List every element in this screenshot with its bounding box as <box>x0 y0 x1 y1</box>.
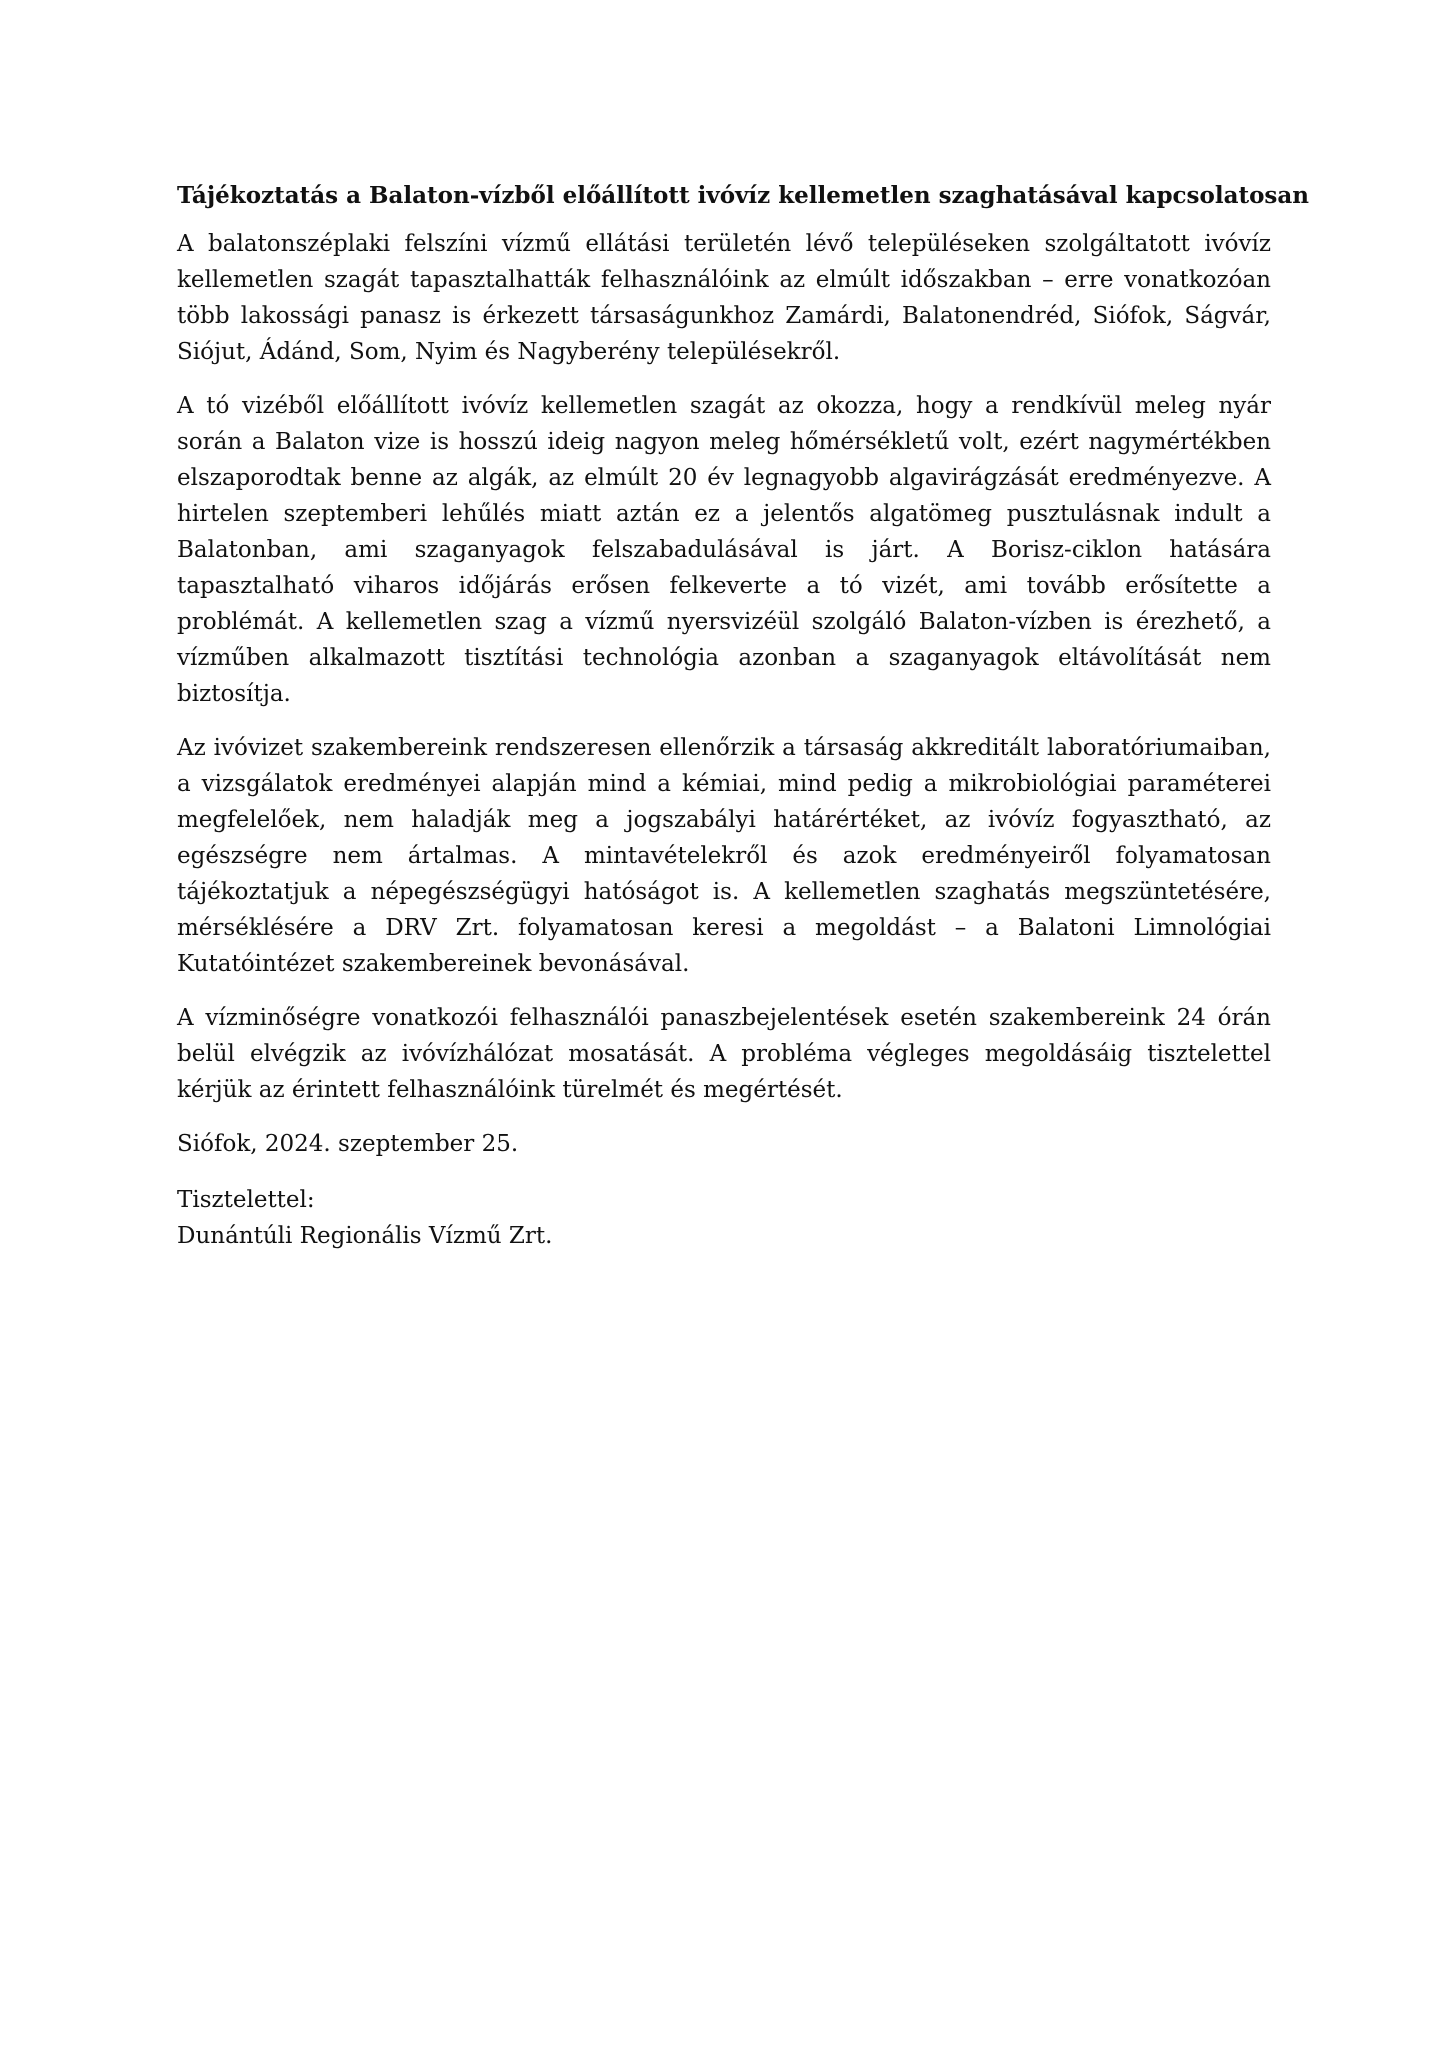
paragraph-network-flushing: A vízminőségre vonatkozói felhasználói panaszbejelentések esetén szakembereink 24 órán belül elvégzik az ivóvízhálózat mosatását. A probléma végleges megoldásáig tisztelettel kérjük az érintett felhasználóink türelmét és megértését. <box>177 1005 1271 1103</box>
closing-salutation: Tisztelettel: <box>177 1187 315 1213</box>
document-page <box>177 178 1310 1254</box>
dateline: Siófok, 2024. szeptember 25. <box>177 1131 519 1157</box>
paragraph-cause: A tó vizéből előállított ivóvíz kellemetlen szagát az okozza, hogy a rendkívül meleg nyár során a Balaton vize is hosszú ideig nagyon meleg hőmérsékletű volt, ezért nagymértékben elszaporodtak benne az algák, az elmúlt 20 év legnagyobb algavirágzását eredményezve. A hirtelen szeptemberi lehűlés miatt aztán ez a jelentős algatömeg pusztulásnak indult a Balatonban, ami szaganyagok felszabadulásával is járt. A Borisz-ciklon hatására tapasztalható viharos időjárás erősen felkeverte a tó vizét, ami tovább erősítette a problémát. A kellemetlen szag a vízmű nyersvizéül szolgáló Balaton-vízben is érezhető, a vízműben alkalmazott tisztítási technológia azonban a szaganyagok eltávolítását nem biztosítja. <box>177 393 1271 707</box>
paragraph-water-quality: Az ivóvizet szakembereink rendszeresen ellenőrzik a társaság akkreditált laboratóriumaiban, a vizsgálatok eredményei alapján mind a kémiai, mind pedig a mikrobiológiai paraméterei megfelelőek, nem haladják meg a jogszabályi határértéket, az ivóvíz fogyasztható, az egészségre nem ártalmas. A mintavételekről és azok eredményeiről folyamatosan tájékoztatjuk a népegészségügyi hatóságot is. A kellemetlen szaghatás megszüntetésére, mérséklésére a DRV Zrt. folyamatosan keresi a megoldást – a Balatoni Limnológiai Kutatóintézet szakembereinek bevonásával. <box>177 735 1271 977</box>
signatory: Dunántúli Regionális Vízmű Zrt. <box>177 1223 553 1249</box>
paragraph-complaints: A balatonszéplaki felszíni vízmű ellátási területén lévő településeken szolgáltatott ivóvíz kellemetlen szagát tapasztalhatták felhasználóink az elmúlt időszakban – erre vonatkozóan több lakossági panasz is érkezett társaságunkhoz Zamárdi, Balatonendréd, Siófok, Ságvár, Siójut, Ádánd, Som, Nyim és Nagyberény településekről. <box>177 231 1271 365</box>
document-title: Tájékoztatás a Balaton-vízből előállított ivóvíz kellemetlen szaghatásával kapcsolatosan <box>177 182 1310 209</box>
